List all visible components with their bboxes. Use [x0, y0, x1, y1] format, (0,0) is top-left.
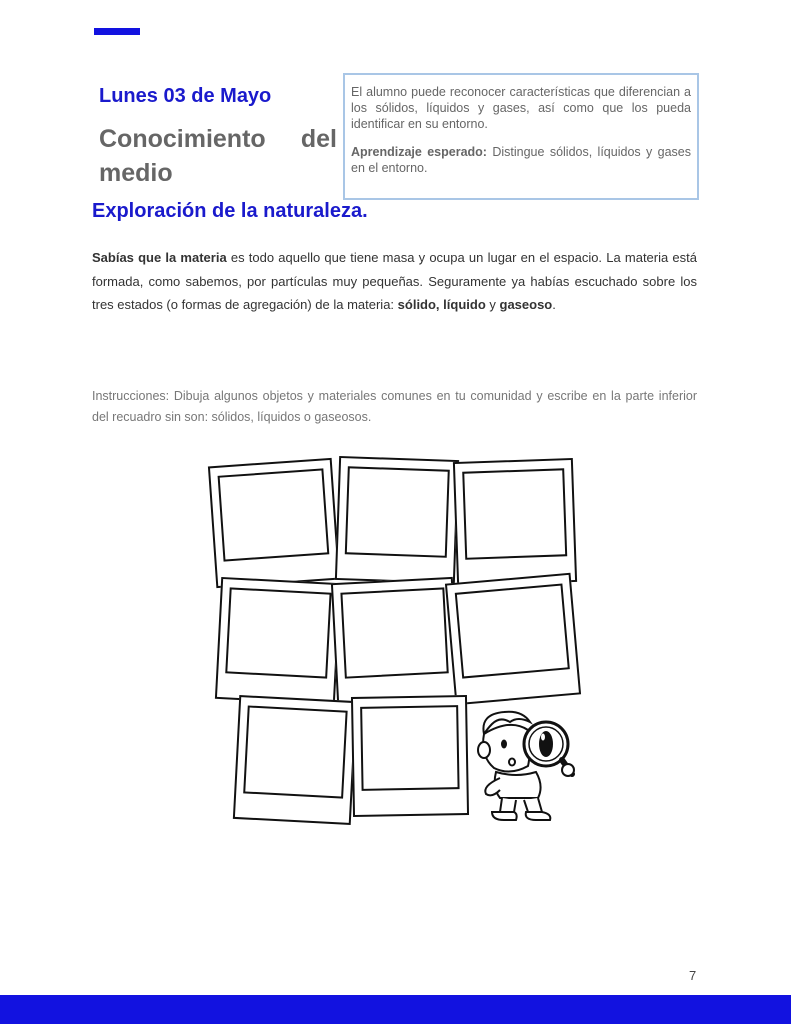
- intro-paragraph: [92, 246, 697, 317]
- drawing-frame[interactable]: [445, 573, 581, 706]
- subject-title-word: del: [300, 125, 337, 153]
- drawing-area[interactable]: [360, 705, 459, 791]
- intro-text: es todo aquello que tiene masa y ocupa un lugar en el espacio. La materia está formada, como sabemos, por partículas muy pequeñas. Seguramente ya habías escuchado sobre los tres estados (o formas de agregación) de la materia:: [92, 250, 697, 312]
- intro-text: y: [485, 297, 500, 312]
- drawing-frame[interactable]: [453, 458, 577, 586]
- lesson-date: Lunes 03 de Mayo: [99, 85, 272, 107]
- intro-states: sólido, líquido: [397, 297, 486, 312]
- expected-learning: [351, 144, 691, 176]
- page-number: 7: [689, 968, 697, 983]
- instructions: Instrucciones: Dibuja algunos objetos y materiales comunes en tu comunidad y escribe en la parte inferior del recuadro sin son: sólidos, líquidos o gaseosos.: [92, 389, 697, 424]
- intro-text: .: [552, 297, 556, 312]
- drawing-frame[interactable]: [215, 577, 341, 705]
- objective-text: El alumno puede reconocer características que diferencian a los sólidos, líquidos y gases, así como que los pueda identificar en su entorno.: [351, 85, 691, 131]
- boy-with-magnifying-glass-icon: [470, 708, 580, 828]
- drawing-area[interactable]: [225, 587, 331, 678]
- intro-gas: gaseoso: [499, 297, 553, 312]
- drawing-frame[interactable]: [351, 695, 469, 817]
- drawing-frame[interactable]: [331, 577, 459, 705]
- expected-learning-label: Aprendizaje esperado:: [351, 145, 487, 159]
- drawing-area[interactable]: [340, 587, 448, 678]
- drawing-area[interactable]: [455, 583, 570, 678]
- objective-box: [343, 73, 699, 200]
- drawing-area[interactable]: [462, 468, 567, 560]
- drawing-frame[interactable]: [208, 458, 340, 588]
- drawing-area[interactable]: [243, 705, 347, 798]
- header-accent-bar: [94, 28, 140, 35]
- footer-accent-bar: [0, 995, 791, 1024]
- intro-bold-start: Sabías que la materia: [92, 250, 227, 265]
- section-title: Exploración de la naturaleza.: [92, 200, 368, 222]
- subject-title: [99, 122, 337, 190]
- drawing-area[interactable]: [218, 468, 330, 561]
- drawing-frame[interactable]: [233, 695, 357, 825]
- drawing-frame[interactable]: [335, 456, 459, 584]
- drawing-area[interactable]: [345, 466, 450, 558]
- expected-learning-text: Distingue sólidos, líquidos y gases en el entorno.: [351, 145, 691, 175]
- subject-title-word: Conocimiento: [99, 125, 266, 153]
- subject-title-line2: medio: [99, 159, 173, 187]
